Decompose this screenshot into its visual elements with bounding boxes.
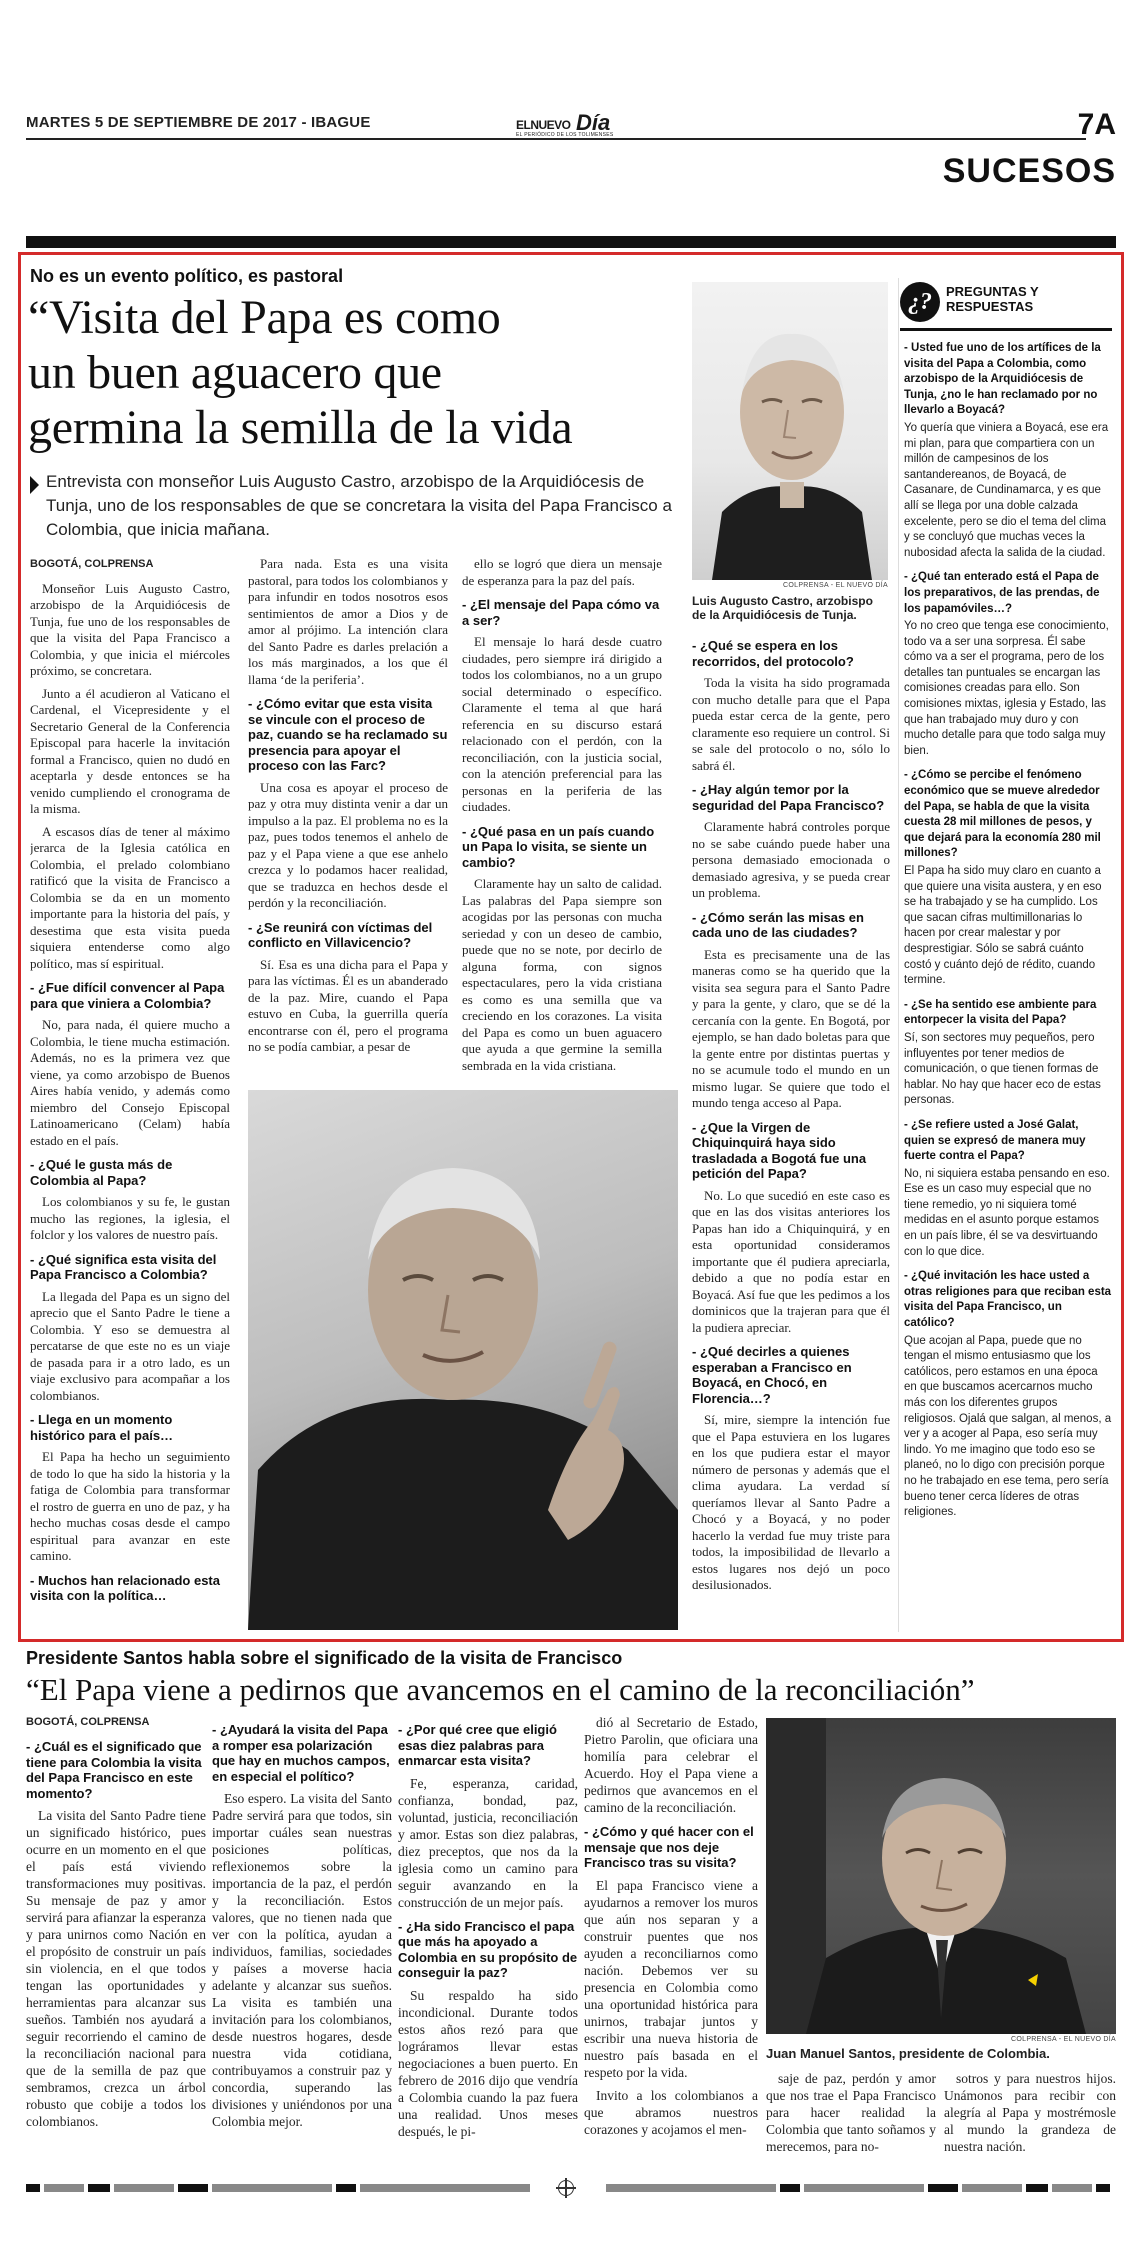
paragraph: Sí. Esa es una dicha para el Papa y para las víctimas. Él es un abanderado de la paz. Mire, cuando el Papa estuvo en Cuba, la guerrilla quería encontrarse con él, pero el programa no se podía cambiar, a pesar de bbox=[248, 956, 448, 1054]
interview-question: - ¿Cómo serán las misas en cada uno de las ciudades? bbox=[692, 909, 864, 940]
interview-question: - ¿Qué se espera en los recorridos, del protocolo? bbox=[692, 638, 854, 669]
footer-bar bbox=[360, 2184, 530, 2192]
portrait-illustration bbox=[692, 282, 888, 580]
headline-line-2: un buen aguacero que bbox=[28, 346, 442, 399]
article1-kicker: No es un evento político, es pastoral bbox=[30, 266, 344, 286]
paragraph: Una cosa es apoyar el proceso de paz y otra muy distinta venir a dar un impulso a la paz. El problema no es la paz, pues todos tenemos el anhelo de paz y el Papa viene a que ese anhelo crezca y lo podamos hacer realidad, que se traduzca en hechos desde el perdón y la reconciliación. bbox=[248, 779, 448, 910]
footer-bar bbox=[780, 2184, 800, 2192]
paragraph: A escasos días de tener al máximo jerarca de la Iglesia católica en Colombia, el prelado colombiano ratificó que la visita de Francisco a Colombia se da en un momento importante para la historia del país, y desestima que esta visita pueda siquiera entenderse como algo político, mas sí espiritual. bbox=[30, 823, 230, 971]
qa-sidebar-rule bbox=[900, 328, 1112, 331]
photo-castro-portrait bbox=[692, 282, 888, 580]
interview-question: - ¿Que la Virgen de Chiquinquirá haya sido trasladada a Bogotá fue una petición del Papa? bbox=[692, 1119, 867, 1181]
paragraph: La llegada del Papa es un signo del aprecio que el Santo Padre le tiene a Colombia. Y eso se demuestra al percatarse de que este no es un viaje de pasada para ir a otro lado, es un viaje exclusivo para acompañar a los colombianos. bbox=[30, 1288, 230, 1403]
paragraph: El Papa ha hecho un seguimiento de todo lo que ha sido la historia y la fatiga de Colombia para transformar el rostro de guerra en uno de paz, y ha hecho muchas cosas desde el campo espiritual para avanzar en este camino. bbox=[30, 1449, 230, 1563]
paragraph: Que acojan al Papa, puede que no tengan el mismo entusiasmo que los católicos, pero estamos en una época en que buscamos acercarnos mucho más con los diferentes grupos religiosos. Ojalá que salgan, al menos, a ver y a acoger al Papa, eso sería muy lindo. Yo me imagino que todo eso se planeó, no lo digo con precisión porque no he trabajado en ese tema, pero sería bueno tener cerca líderes de otras religiones. bbox=[904, 1334, 1112, 1519]
santos-illustration bbox=[766, 1718, 1116, 2034]
article2-column-2 bbox=[212, 1714, 392, 2174]
footer-bar bbox=[44, 2184, 84, 2192]
qa-title-line-2: RESPUESTAS bbox=[946, 299, 1034, 314]
qa-sidebar-title bbox=[946, 284, 1039, 314]
interview-question: - ¿Se refiere usted a José Galat, quien se expresó de manera muy fuerte contra el Papa? bbox=[904, 1118, 1086, 1163]
interview-question: - ¿Qué le gusta más de Colombia al Papa? bbox=[30, 1157, 173, 1188]
footer-bar bbox=[606, 2184, 776, 2192]
paragraph: Eso espero. La visita del Santo Padre servirá para que todos, sin importar cuáles sean nuestras posiciones políticas, reflexionemos sobre la importancia de la paz, el perdón y la reconciliación. Estos valores, que no tienen nada que ver con la política, ayudan a individuos, familias, sociedades y países a moverse hacia adelante y alcanzar sus sueños. La visita es también una invitación para los colombianos, desde nuestros hogares, desde nuestra vida cotidiana, contribuyamos a construir paz y concordia, superando las divisiones y uniéndonos por una Colombia mejor. bbox=[212, 1791, 392, 2129]
header-date: MARTES 5 DE SEPTIEMBRE DE 2017 - IBAGUE bbox=[26, 114, 371, 131]
page-number: 7A bbox=[1077, 108, 1116, 141]
footer-bar bbox=[114, 2184, 174, 2192]
article1-headline bbox=[28, 290, 688, 455]
section-title: SUCESOS bbox=[942, 152, 1116, 190]
article1-lead: Entrevista con monseñor Luis Augusto Castro, arzobispo de la Arquidiócesis de Tunja, uno de los responsables de que se concretara la visita del Papa Francisco a Colombia, que inicia mañana. bbox=[46, 472, 672, 539]
footer-bar bbox=[336, 2184, 356, 2192]
lead-marker bbox=[30, 476, 39, 494]
interview-question: - ¿Qué decirles a quienes esperaban a Francisco en Boyacá, en Chocó, en Florencia…? bbox=[692, 1344, 852, 1406]
registration-mark-icon bbox=[558, 2180, 574, 2196]
paragraph: La visita del Santo Padre tiene un significado histórico, pues ocurre en un momento en el que el país está viviendo transformaciones muy positivas. Su mensaje de paz y amor servirá para afianzar la esperanza y para unirnos como Nación en el propósito de construir un país sin violencia, en el que todos tengan las oportunidades y herramientas para alcanzar sus sueños. También nos ayudará a seguir recorriendo el camino de la reconciliación nacional para que de la semilla de paz que sembramos, crezca un árbol robusto que cobije a todos los colombianos. bbox=[26, 1808, 206, 2129]
paragraph: Para nada. Esta es una visita pastoral, para todos los colombianos y para infundir en todos nosotros esos sentimientos de amor a Dios y de amor al prójimo. La intención clara del Santo Padre es darles prelación a los más marginados, a los que él llama ‘de la periferia’. bbox=[248, 556, 448, 687]
paragraph: dió al Secretario de Estado, Pietro Parolin, que oficiara una homilía para celebrar el Acuerdo. Hoy el Papa viene a pedirnos que avancemos en el camino de la reconciliación. bbox=[584, 1715, 758, 1815]
interview-question: - ¿Por qué cree que eligió esas diez palabras para enmarcar esta visita? bbox=[398, 1722, 557, 1768]
logo-tagline: EL PERIÓDICO DE LOS TOLIMENSES bbox=[516, 132, 614, 138]
interview-question: - ¿Qué pasa en un país cuando un Papa lo visita, se siente un cambio? bbox=[462, 823, 655, 870]
interview-question: - ¿Cuál es el significado que tiene para Colombia la visita del Papa Francisco en este momento? bbox=[26, 1739, 202, 1801]
footer-bar bbox=[26, 2184, 40, 2192]
paragraph: Invito a los colombianos a que abramos nuestros corazones y acojamos el men- bbox=[584, 2087, 758, 2137]
qa-sidebar-body bbox=[904, 332, 1112, 1628]
footer-bar bbox=[804, 2184, 924, 2192]
footer-bar bbox=[88, 2184, 110, 2192]
paragraph: El mensaje lo hará desde cuatro ciudades, pero siempre irá dirigido a todos los colombianos, no a un grupo social determinado o específico. Claramente el tema al que hará referencia en su discurso estará relacionado con el perdón, con la reconciliación, con la justicia social, con la atención preferencial para las personas en la periferia de las ciudades. bbox=[462, 634, 662, 814]
photo1-caption: Luis Augusto Castro, arzobispo de la Arquidiócesis de Tunja. bbox=[692, 594, 873, 622]
footer-bar bbox=[1096, 2184, 1110, 2192]
footer-bar bbox=[1026, 2184, 1048, 2192]
footer-bar bbox=[178, 2184, 208, 2192]
footer-bar bbox=[1052, 2184, 1092, 2192]
paragraph: Claramente hay un salto de calidad. Las palabras del Papa siempre son acogidas por las personas con mucha seriedad y con un deseo de cambio, puede que no se note, por decirlo de alguna forma, con signos espectaculares, pero la vida cristiana es como es una semilla que va creciendo en los corazones. La visita del Papa es como un buen aguacero que ayuda a que germine la semilla sembrada en la vida cristiana. bbox=[462, 876, 662, 1073]
footer-bars bbox=[26, 2180, 1116, 2196]
article2-column-3 bbox=[398, 1714, 578, 2174]
paragraph: El Papa ha sido muy claro en cuanto a que quiere una visita austera, y en eso se ha trabajado y se ha cumplido. Los que sacan cifras multimillonarias lo hacen por crear malestar y por desprestigiar. Sólo se sabrá cuánto costó y cuánto dejó de rédito, cuando termine. bbox=[904, 865, 1102, 987]
paragraph: Monseñor Luis Augusto Castro, arzobispo de la Arquidiócesis de Tunja, fue uno de los responsables de que la visita del Papa Francisco a Colombia, y que inicia el miércoles próximo, se concretara. bbox=[30, 580, 230, 678]
paragraph: saje de paz, perdón y amor que nos trae el Papa Francisco para hacer realidad la Colombia que tanto soñamos y merecemos, para no- bbox=[766, 2071, 936, 2154]
article2-column-5 bbox=[766, 2070, 936, 2170]
footer-bar bbox=[928, 2184, 958, 2192]
photo-castro-gesturing bbox=[248, 1090, 678, 1630]
paragraph: No. Lo que sucedió en este caso es que en las dos visitas anteriores los Papas han ido a Chiquinquirá, y en esta oportunidad consideramos importante que él pudiera apreciarla, debido a que no podía estar en Boyacá. Así fue que les pedimos a los dominicos que la trajeran para que él la pudiera apreciar. bbox=[692, 1187, 890, 1335]
paragraph: El papa Francisco viene a ayudarnos a remover los muros que aún nos separan y a construir puentes que nos ayuden a reconciliarnos como nación. Debemos ver su presencia en Colombia como una oportunidad histórica para unirnos, trabajar juntos y escribir una nueva historia de nuestro país basada en el respeto por la vida. bbox=[584, 1877, 758, 2080]
page-header bbox=[26, 110, 1116, 200]
interview-question: - ¿Hay algún temor por la seguridad del Papa Francisco? bbox=[692, 782, 885, 813]
paragraph: sotros y para nuestros hijos. Unámonos para recibir con alegría al Papa y mostrémosle al mundo la grandeza de nuestra nación. bbox=[944, 2071, 1116, 2154]
interview-question: - ¿Ayudará la visita del Papa a romper esa polarización que hay en muchos campos, en especial el político? bbox=[212, 1722, 390, 1784]
article1-column-2 bbox=[248, 556, 448, 1080]
interview-question: - Muchos han relacionado esta visita con la política… bbox=[30, 1572, 220, 1603]
photo-santos-caption: Juan Manuel Santos, presidente de Colombia. bbox=[766, 2046, 1050, 2061]
interview-question: - ¿Se ha sentido ese ambiente para entorpecer la visita del Papa? bbox=[904, 998, 1097, 1027]
paragraph: ello se logró que diera un mensaje de esperanza para la paz del país. bbox=[462, 556, 662, 588]
article2-column-1 bbox=[26, 1714, 206, 2174]
paragraph: Los colombianos y su fe, le gustan mucho las regiones, la iglesia, el folclor y los valores de nuestro país. bbox=[30, 1194, 230, 1242]
interview-question: - Usted fue uno de los artífices de la visita del Papa a Colombia, como arzobispo de la Arquidiócesis de Tunja, ¿no le han reclamado por no llevarlo a Boyacá? bbox=[904, 342, 1101, 417]
qa-sidebar-icon: ¿? bbox=[900, 282, 940, 322]
masthead-logo bbox=[516, 110, 656, 140]
interview-question: - ¿Qué invitación les hace usted a otras religiones para que reciban esta visita del Papa Francisco, un católico? bbox=[904, 1270, 1112, 1330]
paragraph: Yo quería que viniera a Boyacá, ese era mi plan, para que compartiera con un millón de campesinos de los santandereanos, de Boyacá, de Casanare, de Cundinamarca, y es que allí se llega por una doble calzada excelente, pero se dio el tema del clima y se concluyó que muchas veces la nubosidad afecta la salida de la ciudad. bbox=[904, 421, 1109, 559]
interview-question: - ¿Ha sido Francisco el papa que más ha apoyado a Colombia en su propósito de conseguir la paz? bbox=[398, 1918, 578, 1980]
byline: BOGOTÁ, COLPRENSA bbox=[26, 1716, 150, 1728]
article2-headline: “El Papa viene a pedirnos que avancemos en el camino de la reconciliación” bbox=[26, 1672, 975, 1707]
article1-column-3 bbox=[462, 556, 662, 1080]
byline: BOGOTÁ, COLPRENSA bbox=[30, 558, 154, 570]
photo-santos-credit: COLPRENSA - EL NUEVO DÍA bbox=[1011, 2036, 1116, 2043]
paragraph: No, ni siquiera estaba pensando en eso. Ese es un caso muy especial que no tiene remedio, yo ni siquiera tomé medidas en el asunto porque estamos en un país libre, él se va desvirtuando con lo que dice. bbox=[904, 1167, 1110, 1258]
logo-big-text: Día bbox=[576, 110, 611, 135]
article2-column-4 bbox=[584, 1714, 758, 2174]
paragraph: Claramente habrá controles porque no se sabe cuándo puede haber una persona demasiado emocionada o demasiado agresiva, y se pueda crear un problema. bbox=[692, 819, 890, 900]
paragraph: Toda la visita ha sido programada con mucho detalle para que el Papa pueda estar cerca de la gente, pero claramente eso requiere un control. Si se sale del protocolo o no, sólo lo sabrá él. bbox=[692, 675, 890, 773]
headline-line-3: germina la semilla de la vida bbox=[28, 401, 573, 454]
footer-bar bbox=[962, 2184, 1022, 2192]
gesturing-illustration bbox=[248, 1090, 678, 1630]
interview-question: - ¿Se reunirá con víctimas del conflicto en Villavicencio? bbox=[248, 919, 433, 950]
interview-question: - ¿Fue difícil convencer al Papa para que viniera a Colombia? bbox=[30, 980, 225, 1011]
logo-small-text: ELNUEVO bbox=[516, 118, 571, 132]
paragraph: Su respaldo ha sido incondicional. Durante todos estos años rezó para que lográramos llevar estas negociaciones a buen puerto. En febrero de 2016 dijo que vendría a Colombia cuando la paz fuera una realidad. Unos meses después, le pi- bbox=[398, 1987, 578, 2139]
article2-kicker: Presidente Santos habla sobre el significado de la visita de Francisco bbox=[26, 1648, 623, 1668]
interview-question: - Llega en un momento histórico para el país… bbox=[30, 1412, 174, 1443]
interview-question: - ¿Cómo se percibe el fenómeno económico que se mueve alrededor del Papa, se habla de que la visita cuesta 28 mil millones de pesos, y que dejará para la economía 280 mil millones? bbox=[904, 769, 1101, 860]
photo1-credit: COLPRENSA - EL NUEVO DÍA bbox=[783, 582, 888, 589]
qa-title-line-1: PREGUNTAS Y bbox=[946, 284, 1039, 299]
paragraph: Esta es precisamente una de las maneras como se ha querido que la visita sea segura para el Santo Padre y para la gente, y claro, que se dé la cercanía con la gente. En Bogotá, por ejemplo, se han dado boletas para que la gente entre por distintas puertas y no se acumule todo el mundo en un mismo lugar. Se quiere que todo el mundo tenga acceso al Papa. bbox=[692, 946, 890, 1110]
interview-question: - ¿Cómo evitar que esta visita se vincule con el proceso de paz, cuando se ha reclamado su presencia para apoyar el proceso con las Farc? bbox=[248, 696, 448, 773]
paragraph: Junto a él acudieron al Vaticano el Cardenal, el Vicepresidente y el Secretario General de la Conferencia Episcopal para hacerle la invitación formal a Francisco, quien no dudó en aceptarla y desde entonces se ha venido cumpliendo el cronograma de la misma. bbox=[30, 685, 230, 816]
paragraph: Fe, esperanza, caridad, confianza, bondad, paz, voluntad, justicia, reconciliación y amor. Estas son diez palabras, diez preceptos, que nos da la iglesia como un camino para seguir avanzando en la construcción de un mejor país. bbox=[398, 1775, 578, 1910]
photo-santos bbox=[766, 1718, 1116, 2034]
interview-question: - ¿Qué tan enterado está el Papa de los preparativos, de las prendas, de los papamóviles…? bbox=[904, 571, 1100, 615]
paragraph: No, para nada, él quiere mucho a Colombia, le tiene mucha estimación. Además, no es la primera vez que viene, ya como arzobispo de Buenos Aires había venido, y además como miembro del Consejo Episcopal Latinoamericano (Celam) había estado en el país. bbox=[30, 1017, 230, 1148]
interview-question: - ¿Cómo y qué hacer con el mensaje que nos deje Francisco tras su visita? bbox=[584, 1824, 754, 1870]
interview-question: - ¿Qué significa esta visita del Papa Francisco a Colombia? bbox=[30, 1251, 217, 1282]
paragraph: Yo no creo que tenga ese conocimiento, todo va a ser una sorpresa. Él sabe cómo va a ser el programa, pero de los detalles tan puntuales se encargan las comisiones creadas para ello. Son comisiones mixtas, iglesia y Estado, las que han trabajado muy duro y con mucho detalle para que todo salga muy bien. bbox=[904, 620, 1109, 757]
article1-column-1 bbox=[30, 556, 230, 1636]
interview-question: - ¿El mensaje del Papa cómo va a ser? bbox=[462, 597, 660, 628]
article1-column-4 bbox=[692, 630, 890, 1630]
footer-bar bbox=[212, 2184, 332, 2192]
headline-line-1: “Visita del Papa es como bbox=[28, 291, 501, 344]
paragraph: Sí, son sectores muy pequeños, pero influyentes por tener medios de comunicación, o que tienen formas de hablar. No hay que hacer eco de estas personas. bbox=[904, 1031, 1101, 1107]
paragraph: Sí, mire, siempre la intención fue que el Papa estuviera en los lugares en los que pudiera estar el mayor número de personas y además que el clima ayudara. La verdad sí queríamos llevar al Santo Padre a Chocó y a Boyacá, y no poder hacerlo la verdad fue muy triste para todos, la imposibilidad de llevarlo a estos lugares nos dejó un poco desilusionados. bbox=[692, 1412, 890, 1592]
header-rule bbox=[26, 138, 1086, 140]
article2-column-6 bbox=[944, 2070, 1116, 2170]
top-black-band bbox=[26, 236, 1116, 248]
